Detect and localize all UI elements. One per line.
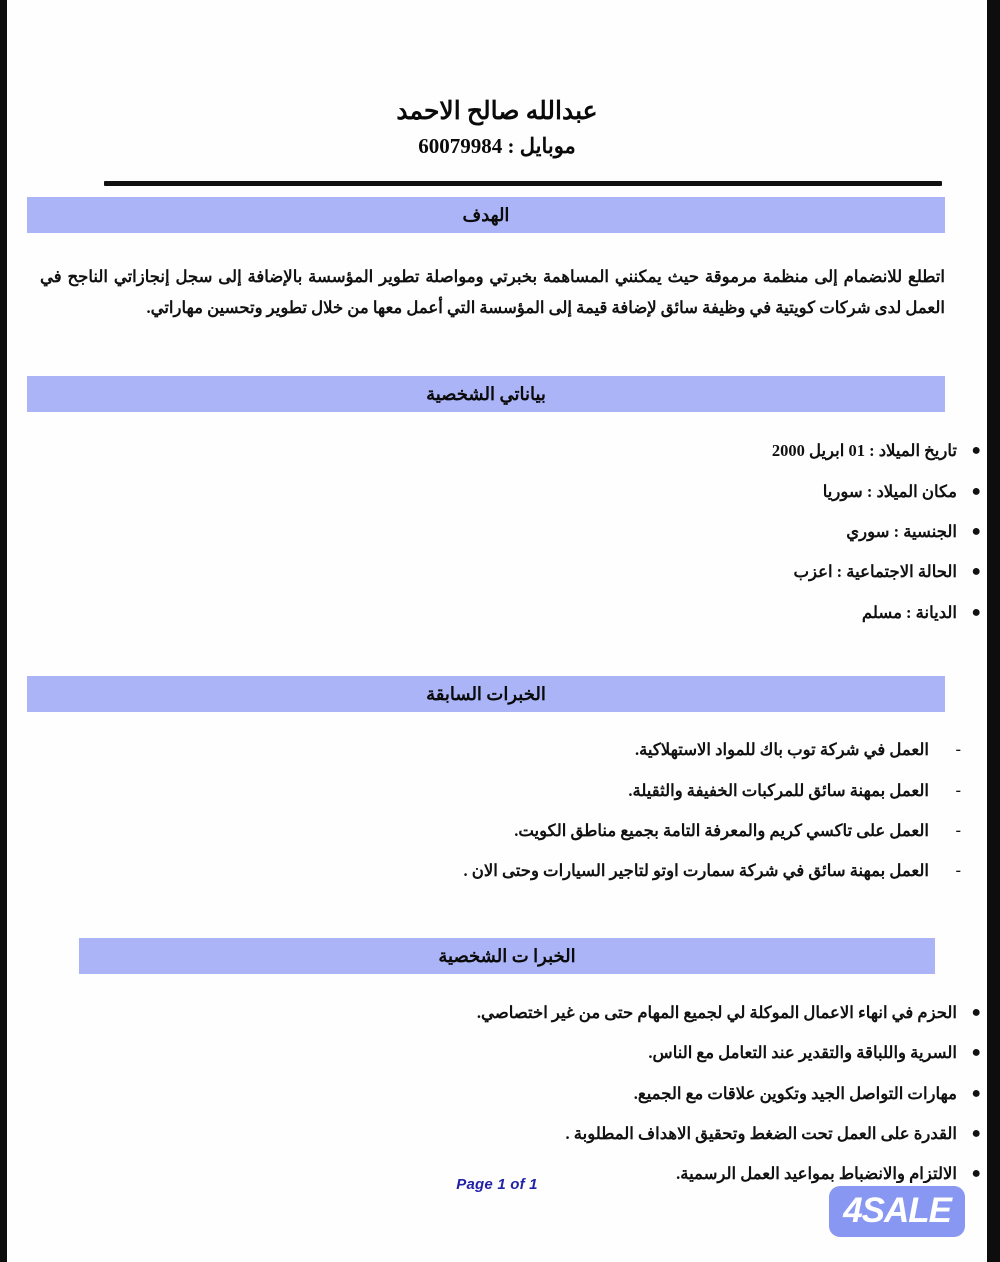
list-item: [45, 1121, 987, 1147]
section-heading-objective: الهدف: [27, 197, 945, 233]
page-number-label: Page 1 of 1: [456, 1176, 538, 1193]
candidate-name: عبدالله صالح الاحمد: [396, 98, 598, 125]
skills-list-wrap: [7, 1000, 987, 1188]
list-item: [45, 778, 987, 804]
experience-list-wrap: [7, 737, 987, 885]
list-item: [45, 1081, 987, 1107]
list-item-label: الحزم في انهاء الاعمال الموكلة لي لجميع المهام حتى من غير اختصاصي.: [476, 1002, 957, 1022]
objective-paragraph: اتطلع للانضمام إلى منظمة مرموقة حيث يمكنني المساهمة بخبرتي ومواصلة تطوير المؤسسة بالإضافة إلى سجل إنجازاتي الناجح في العمل لدى شركات كويتية في وظيفة سائق لإضافة قيمة إلى المؤسسة التي أعمل معها من خلال تطوير وتحسين مهاراتي.: [40, 267, 945, 317]
bullet-icon: ●: [971, 1044, 981, 1062]
foursale-logo-text: 4SALE: [843, 1191, 951, 1230]
bullet-icon: ●: [971, 1165, 981, 1183]
list-item: [45, 438, 987, 464]
list-item: [45, 600, 987, 626]
list-item-label: السرية واللباقة والتقدير عند التعامل مع الناس.: [648, 1043, 957, 1063]
section-heading-experience: الخبرات السابقة: [27, 676, 945, 712]
list-item-label: مكان الميلاد : سوريا: [822, 481, 957, 501]
list-item: [45, 818, 987, 844]
bullet-icon: ●: [971, 603, 981, 621]
skills-list: [45, 1000, 987, 1188]
list-item: [45, 479, 987, 505]
bullet-icon: ●: [971, 523, 981, 541]
bullet-icon: ●: [971, 1003, 981, 1021]
personal-data-list: [45, 438, 987, 626]
section-heading-personal-data: بياناتي الشخصية: [27, 376, 945, 412]
list-item-label: العمل في شركة توب باك للمواد الاستهلاكية.: [634, 740, 929, 760]
list-item: [45, 559, 987, 585]
bullet-icon: ●: [971, 482, 981, 500]
list-item-label: العمل على تاكسي كريم والمعرفة التامة بجميع مناطق الكويت.: [514, 821, 929, 841]
header-divider: [104, 181, 942, 186]
list-item: [45, 1040, 987, 1066]
list-item: [45, 737, 987, 763]
section-heading-personal-skills: الخبرا ت الشخصية: [79, 938, 935, 974]
personal-data-list-wrap: [7, 438, 987, 626]
list-item: [45, 1000, 987, 1026]
foursale-watermark: [829, 1186, 965, 1237]
experience-list: [45, 737, 987, 885]
list-item: [45, 519, 987, 545]
list-item-label: الالتزام والانضباط بمواعيد العمل الرسمية.: [676, 1164, 957, 1184]
bullet-icon: ●: [971, 442, 981, 460]
scan-edge-right: [987, 0, 1000, 1262]
dash-icon: -: [955, 862, 961, 880]
list-item-label: الحالة الاجتماعية : اعزب: [793, 562, 957, 582]
candidate-phone: موبايل : 60079984: [418, 134, 576, 159]
list-item: [45, 858, 987, 884]
list-item-label: تاريخ الميلاد : 01 ابريل 2000: [771, 441, 957, 461]
list-item-label: الديانة : مسلم: [861, 602, 957, 622]
bullet-icon: ●: [971, 1124, 981, 1142]
document-header: [7, 0, 987, 159]
list-item-label: العمل بمهنة سائق للمركبات الخفيفة والثقيلة.: [628, 780, 929, 800]
cv-page: [7, 0, 987, 1262]
bullet-icon: ●: [971, 563, 981, 581]
dash-icon: -: [955, 741, 961, 759]
list-item-label: العمل بمهنة سائق في شركة سمارت اوتو لتاجير السيارات وحتى الان .: [463, 861, 929, 881]
bullet-icon: ●: [971, 1084, 981, 1102]
scan-edge-left: [0, 0, 7, 1262]
list-item-label: القدرة على العمل تحت الضغط وتحقيق الاهداف المطلوبة .: [565, 1123, 957, 1143]
dash-icon: -: [955, 822, 961, 840]
list-item-label: الجنسية : سوري: [846, 522, 957, 542]
dash-icon: -: [955, 781, 961, 799]
list-item-label: مهارات التواصل الجيد وتكوين علاقات مع الجميع.: [633, 1083, 957, 1103]
